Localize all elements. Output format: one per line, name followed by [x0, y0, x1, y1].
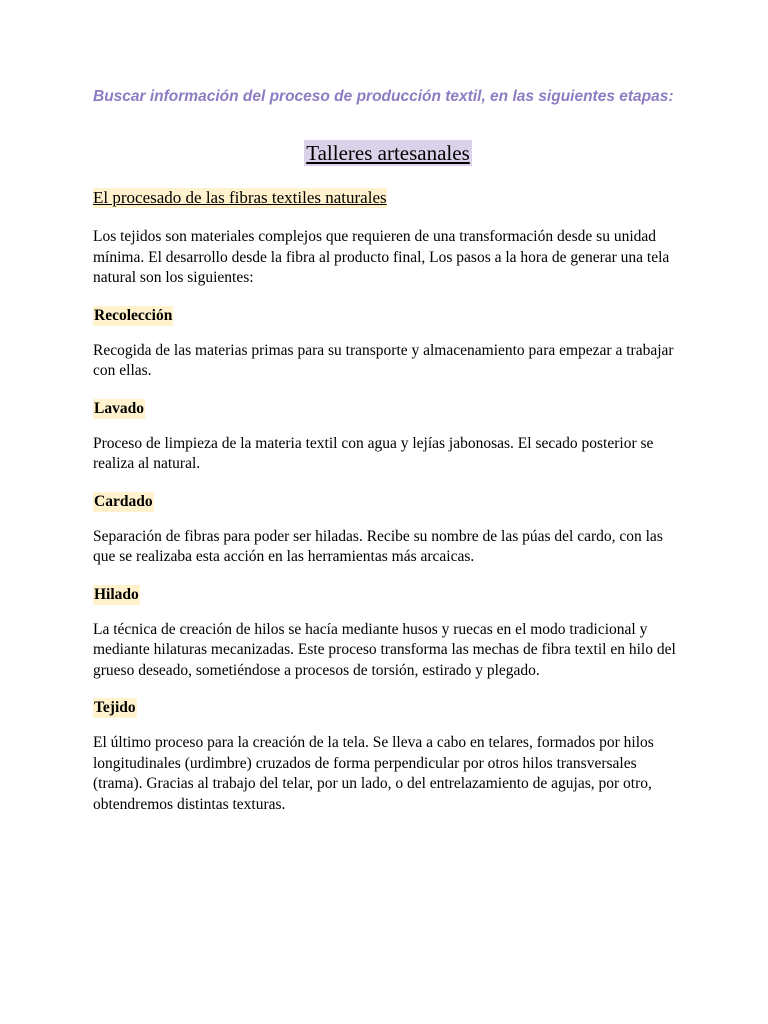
section-heading: Hilado: [94, 585, 139, 603]
section-recoleccion: [93, 306, 683, 382]
section-heading: Lavado: [94, 399, 144, 417]
section-text: Recogida de las materias primas para su transporte y almacenamiento para empezar a trabajar con ellas.: [93, 341, 674, 379]
intro-paragraph: Los tejidos son materiales complejos que requieren de una transformación desde su unidad mínima. El desarrollo desde la fibra al producto final, Los pasos a la hora de generar una tela natural son los siguientes:: [93, 228, 670, 286]
document-page: [93, 86, 683, 815]
section-text: Proceso de limpieza de la materia textil con agua y lejías jabonosas. El secado posterior se realiza al natural.: [93, 434, 654, 472]
section-hilado: [93, 585, 683, 682]
document-title: Talleres artesanales: [306, 141, 470, 165]
assignment-instruction: Buscar información del proceso de producción textil, en las siguientes etapas:: [93, 88, 674, 105]
section-heading: Tejido: [94, 699, 136, 716]
subtitle-wrapper: [93, 166, 683, 208]
section-text: Separación de fibras para poder ser hiladas. Recibe su nombre de las púas del cardo, con las que se realizaba esta acción en las herramientas más arcaicas.: [93, 527, 663, 565]
section-text: El último proceso para la creación de la tela. Se lleva a cabo en telares, formados por hilos longitudinales (urdimbre) cruzados de forma perpendicular por otros hilos transversales (trama). Gracias al trabajo del telar, por un lado, o del entrelazamiento de agujas, por otro, obtendremos distintas texturas.: [93, 734, 654, 813]
section-text: La técnica de creación de hilos se hacía mediante husos y ruecas en el modo tradicional y mediante hilaturas mecanizadas. Este proceso transforma las mechas de fibra textil en hilo del grueso deseado, sometiéndose a procesos de torsión, estirado y plegado.: [93, 620, 676, 679]
document-subtitle: El procesado de las fibras textiles naturales: [93, 188, 387, 207]
section-heading: Cardado: [94, 492, 153, 510]
section-lavado: [93, 399, 683, 475]
section-cardado: [93, 492, 683, 568]
title-wrapper: [93, 140, 683, 166]
section-heading: Recolección: [94, 306, 173, 324]
section-tejido: [93, 698, 683, 815]
